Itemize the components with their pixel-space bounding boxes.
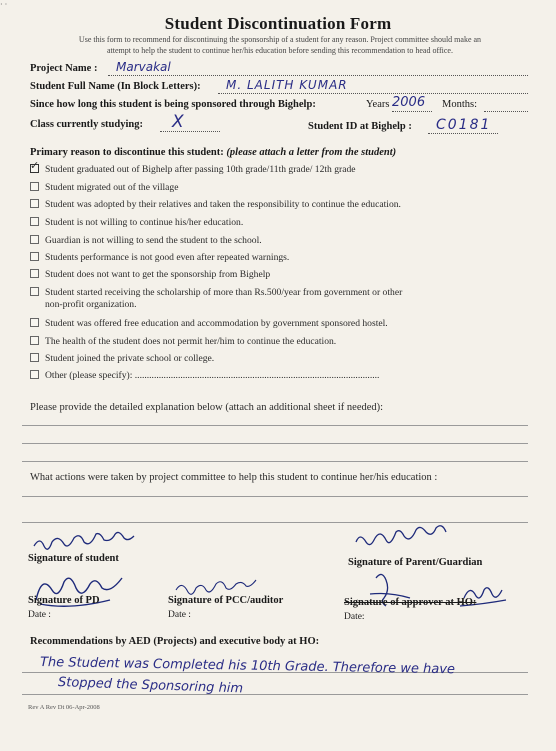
reason-option-label: Guardian is not willing to send the student to the school.	[45, 235, 262, 246]
corner-mark: · ·	[0, 0, 8, 9]
class-line	[160, 131, 220, 132]
reason-option[interactable]	[30, 287, 530, 311]
actions-line-2	[22, 522, 528, 523]
student-id-label: Student ID at Bighelp :	[308, 121, 412, 132]
reason-option-label: Student started receiving the scholarship of more than Rs.500/year from government or other	[45, 287, 403, 298]
explanation-line-1	[22, 425, 528, 426]
months-line	[484, 111, 528, 112]
reason-option-label: The health of the student does not permit her/him to continue the education.	[45, 336, 337, 347]
checkbox-icon[interactable]	[30, 269, 39, 278]
reason-option[interactable]	[30, 370, 530, 382]
form-title: Student Discontinuation Form	[164, 14, 392, 33]
student-name-value[interactable]: M. LALITH KUMAR	[226, 78, 348, 92]
pd-signature-label: Signature of PD	[28, 595, 100, 606]
student-signature-label: Signature of student	[28, 553, 119, 564]
form-footer: Rev A Rev Dt 06-Apr-2008	[28, 704, 100, 711]
checkbox-checked-icon[interactable]	[30, 164, 39, 173]
project-name-value[interactable]: Marvakal	[116, 60, 171, 74]
checkbox-icon[interactable]	[30, 370, 39, 379]
reason-option[interactable]	[30, 217, 530, 229]
checkbox-icon[interactable]	[30, 182, 39, 191]
reason-option-label: Other (please specify): ......................................................................................................	[45, 370, 380, 381]
class-label: Class currently studying:	[30, 119, 143, 130]
pcc-signature-label: Signature of PCC/auditor	[168, 595, 284, 606]
checkbox-icon[interactable]	[30, 336, 39, 345]
reason-option[interactable]	[30, 353, 530, 365]
explanation-line-3	[22, 461, 528, 462]
years-value[interactable]: 2006	[392, 95, 426, 110]
pcc-date-label: Date :	[168, 610, 191, 620]
reasons-heading-text: Primary reason to discontinue this student:	[30, 147, 224, 158]
intro-line-1: Use this form to recommend for discontinuing the sponsorship of a student for any reason. Project committee should make an	[78, 35, 482, 44]
reason-option[interactable]	[30, 318, 530, 330]
reason-option-label: Student was adopted by their relatives and taken the responsibility to continue the education.	[45, 199, 401, 210]
reason-option-label-continued: non-profit organization.	[45, 299, 137, 310]
approver-signature-label: Signature of approver at HO:	[344, 597, 477, 608]
reason-option[interactable]	[30, 252, 530, 264]
student-name-label: Student Full Name (In Block Letters):	[30, 81, 201, 92]
reason-option-label: Student was offered free education and accommodation by government sponsored hostel.	[45, 318, 388, 329]
reason-option[interactable]	[30, 164, 530, 176]
years-label: Years	[366, 99, 390, 110]
student-id-line	[428, 133, 498, 134]
reason-option-label: Student does not want to get the sponsorship from Bighelp	[45, 269, 271, 280]
project-name-line	[108, 75, 528, 76]
project-name-label: Project Name :	[30, 63, 98, 74]
checkbox-icon[interactable]	[30, 235, 39, 244]
reason-option-label: Student is not willing to continue his/her education.	[45, 217, 244, 228]
reasons-heading-note: (please attach a letter from the student)	[226, 147, 397, 158]
student-name-line	[218, 93, 528, 94]
reason-option[interactable]	[30, 199, 530, 211]
checkbox-icon[interactable]	[30, 287, 39, 296]
form-intro	[32, 34, 528, 56]
actions-line-1	[22, 496, 528, 497]
checkbox-icon[interactable]	[30, 199, 39, 208]
reason-option-label: Student migrated out of the village	[45, 182, 179, 193]
reason-option-label: Student graduated out of Bighelp after passing 10th grade/11th grade/ 12th grade	[45, 164, 356, 175]
parent-signature	[352, 524, 472, 556]
recommendation-text-1: The Student was Completed his 10th Grade. Therefore we have	[39, 655, 456, 678]
reason-option[interactable]	[30, 182, 530, 194]
actions-prompt: What actions were taken by project committee to help this student to continue her/his education :	[30, 472, 438, 483]
reason-option[interactable]	[30, 269, 530, 281]
approver-date-label: Date:	[344, 612, 365, 622]
years-line	[392, 111, 432, 112]
checkbox-icon[interactable]	[30, 353, 39, 362]
checkbox-icon[interactable]	[30, 252, 39, 261]
student-id-value[interactable]: C0181	[436, 117, 492, 133]
explanation-line-2	[22, 443, 528, 444]
reason-option[interactable]	[30, 235, 530, 247]
reason-option-label: Student joined the private school or college.	[45, 353, 215, 364]
reason-option-label: Students performance is not good even after repeated warnings.	[45, 252, 290, 263]
recommendation-line-2	[22, 694, 528, 695]
intro-line-2: attempt to help the student to continue her/his education before sending this recommendation to head office.	[107, 46, 453, 55]
pd-date-label: Date :	[28, 610, 51, 620]
sponsored-label: Since how long this student is being sponsored through Bighelp:	[30, 99, 316, 110]
checkbox-icon[interactable]	[30, 318, 39, 327]
class-value[interactable]: X	[172, 112, 184, 132]
months-label: Months:	[442, 99, 478, 110]
recommendation-label: Recommendations by AED (Projects) and executive body at HO:	[30, 636, 320, 647]
recommendation-text-2: Stopped the Sponsoring him	[57, 675, 244, 697]
parent-signature-label: Signature of Parent/Guardian	[348, 557, 483, 568]
checkbox-icon[interactable]	[30, 217, 39, 226]
explanation-prompt: Please provide the detailed explanation below (attach an additional sheet if needed):	[30, 402, 384, 413]
reason-option[interactable]	[30, 336, 530, 348]
reasons-heading	[30, 147, 396, 158]
